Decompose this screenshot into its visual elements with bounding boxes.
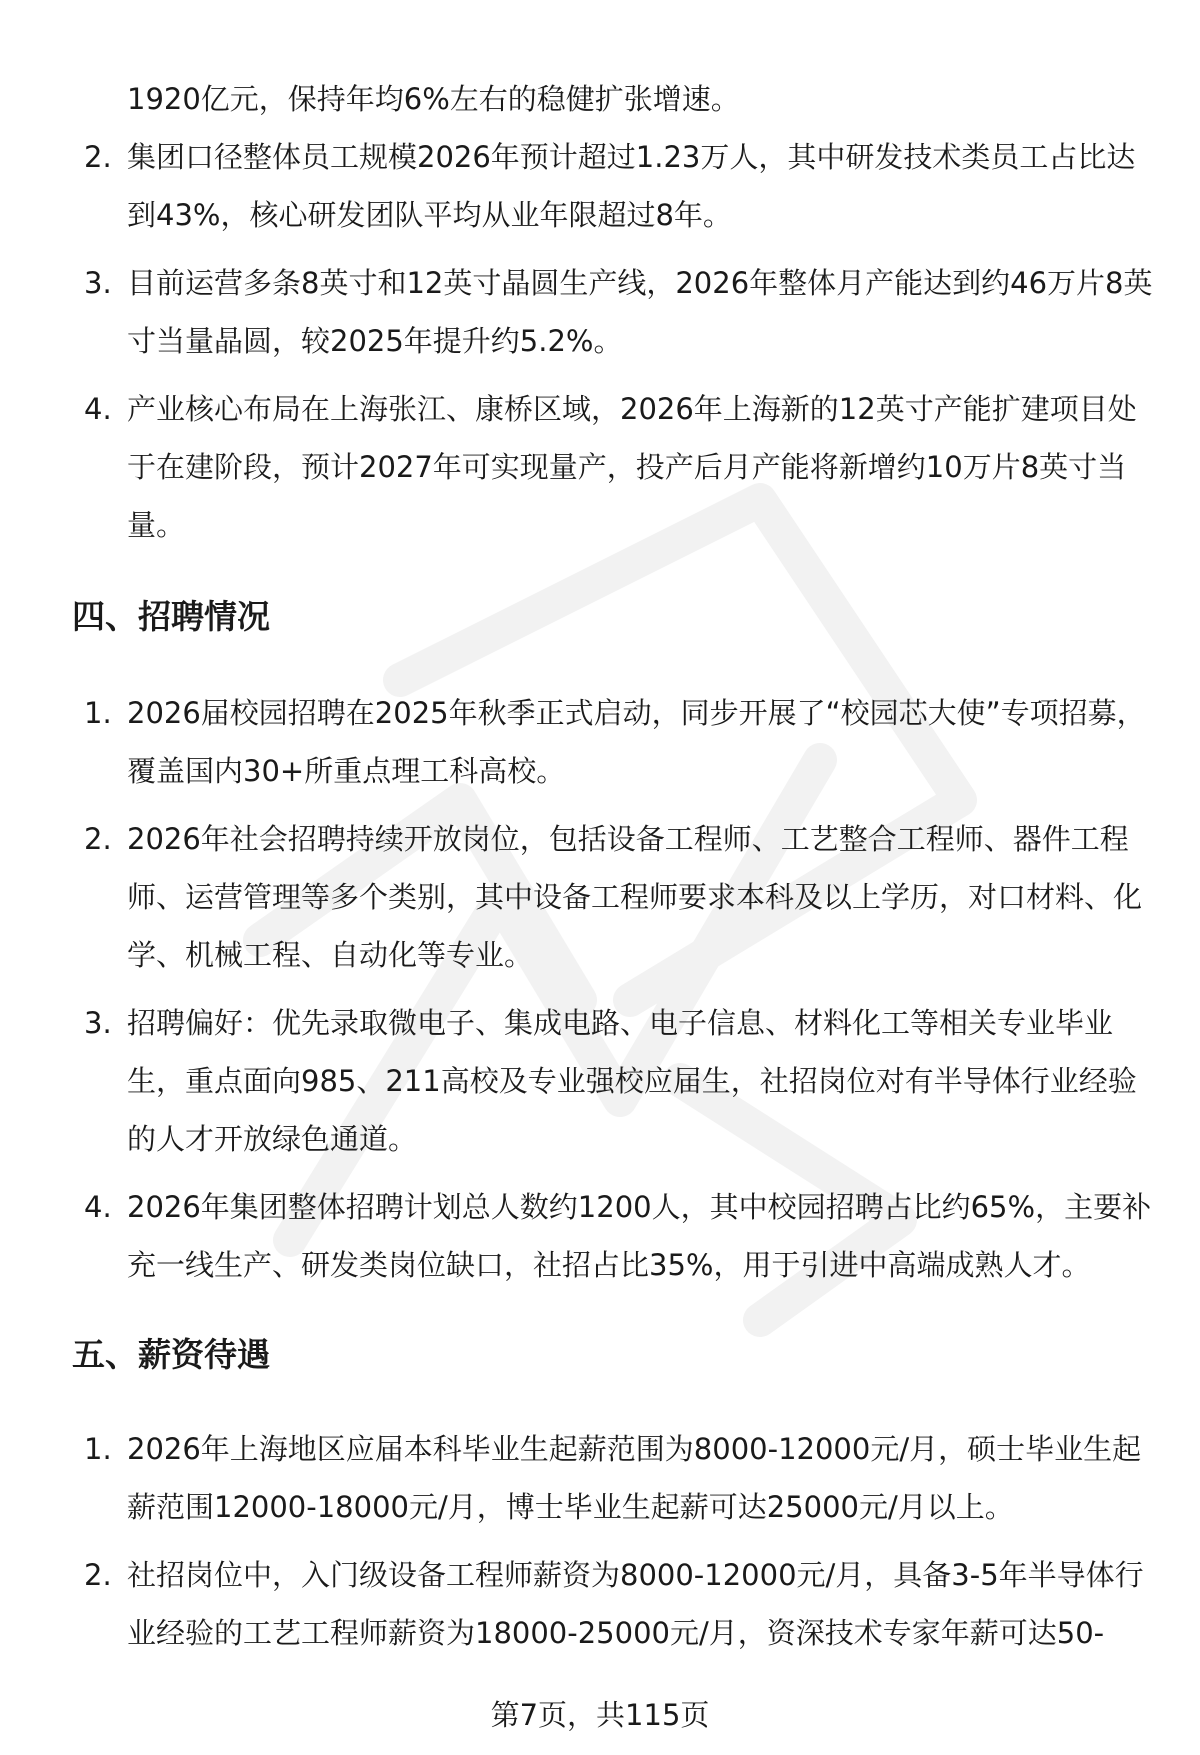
list-item-text: 2026届校园招聘在2025年秋季正式启动，同步开展了“校园芯大使”专项招募，覆盖国内30+所重点理工科高校。 bbox=[127, 696, 1146, 788]
list-item bbox=[70, 994, 1160, 1168]
list-item bbox=[70, 380, 1160, 554]
list-top bbox=[70, 128, 1160, 564]
section-title-recruitment: 四、招聘情况 bbox=[72, 597, 270, 636]
list-item-number: 3. bbox=[84, 1006, 112, 1040]
continued-paragraph: 1920亿元，保持年均6%左右的稳健扩张增速。 bbox=[127, 82, 740, 116]
list-item-number: 1. bbox=[84, 1432, 112, 1466]
list-item bbox=[70, 1546, 1160, 1662]
list-item-text: 目前运营多条8英寸和12英寸晶圆生产线，2026年整体月产能达到约46万片8英寸当量晶圆，较2025年提升约5.2%。 bbox=[127, 266, 1153, 358]
list-item-text: 社招岗位中，入门级设备工程师薪资为8000-12000元/月，具备3-5年半导体行业经验的工艺工程师薪资为18000-25000元/月，资深技术专家年薪可达50- bbox=[127, 1558, 1144, 1650]
list-item-number: 4. bbox=[84, 1190, 112, 1224]
list-item-text: 招聘偏好：优先录取微电子、集成电路、电子信息、材料化工等相关专业毕业生，重点面向985、211高校及专业强校应届生，社招岗位对有半导体行业经验的人才开放绿色通道。 bbox=[127, 1006, 1137, 1156]
list-item bbox=[70, 254, 1160, 370]
list-item-text: 2026年社会招聘持续开放岗位，包括设备工程师、工艺整合工程师、器件工程师、运营管理等多个类别，其中设备工程师要求本科及以上学历，对口材料、化学、机械工程、自动化等专业。 bbox=[127, 822, 1143, 972]
list-item-number: 2. bbox=[84, 1558, 112, 1592]
list-item bbox=[70, 684, 1160, 800]
list-item-number: 1. bbox=[84, 696, 112, 730]
section-title-salary: 五、薪资待遇 bbox=[72, 1335, 270, 1374]
list-item-number: 3. bbox=[84, 266, 112, 300]
list-item bbox=[70, 128, 1160, 244]
list-item bbox=[70, 1420, 1160, 1536]
list-item-number: 2. bbox=[84, 140, 112, 174]
list-salary bbox=[70, 1420, 1160, 1672]
list-item-text: 2026年集团整体招聘计划总人数约1200人，其中校园招聘占比约65%，主要补充一线生产、研发类岗位缺口，社招占比35%，用于引进中高端成熟人才。 bbox=[127, 1190, 1152, 1282]
list-item-text: 2026年上海地区应届本科毕业生起薪范围为8000-12000元/月，硕士毕业生起薪范围12000-18000元/月，博士毕业生起薪可达25000元/月以上。 bbox=[127, 1432, 1142, 1524]
list-item-text: 集团口径整体员工规模2026年预计超过1.23万人，其中研发技术类员工占比达到43%，核心研发团队平均从业年限超过8年。 bbox=[127, 140, 1136, 232]
list-item-number: 4. bbox=[84, 392, 112, 426]
list-recruitment bbox=[70, 684, 1160, 1304]
list-item bbox=[70, 810, 1160, 984]
list-item-number: 2. bbox=[84, 822, 112, 856]
list-item-text: 产业核心布局在上海张江、康桥区域，2026年上海新的12英寸产能扩建项目处于在建阶段，预计2027年可实现量产，投产后月产能将新增约10万片8英寸当量。 bbox=[127, 392, 1137, 542]
list-item bbox=[70, 1178, 1160, 1294]
page-footer: 第7页，共115页 bbox=[490, 1698, 710, 1732]
